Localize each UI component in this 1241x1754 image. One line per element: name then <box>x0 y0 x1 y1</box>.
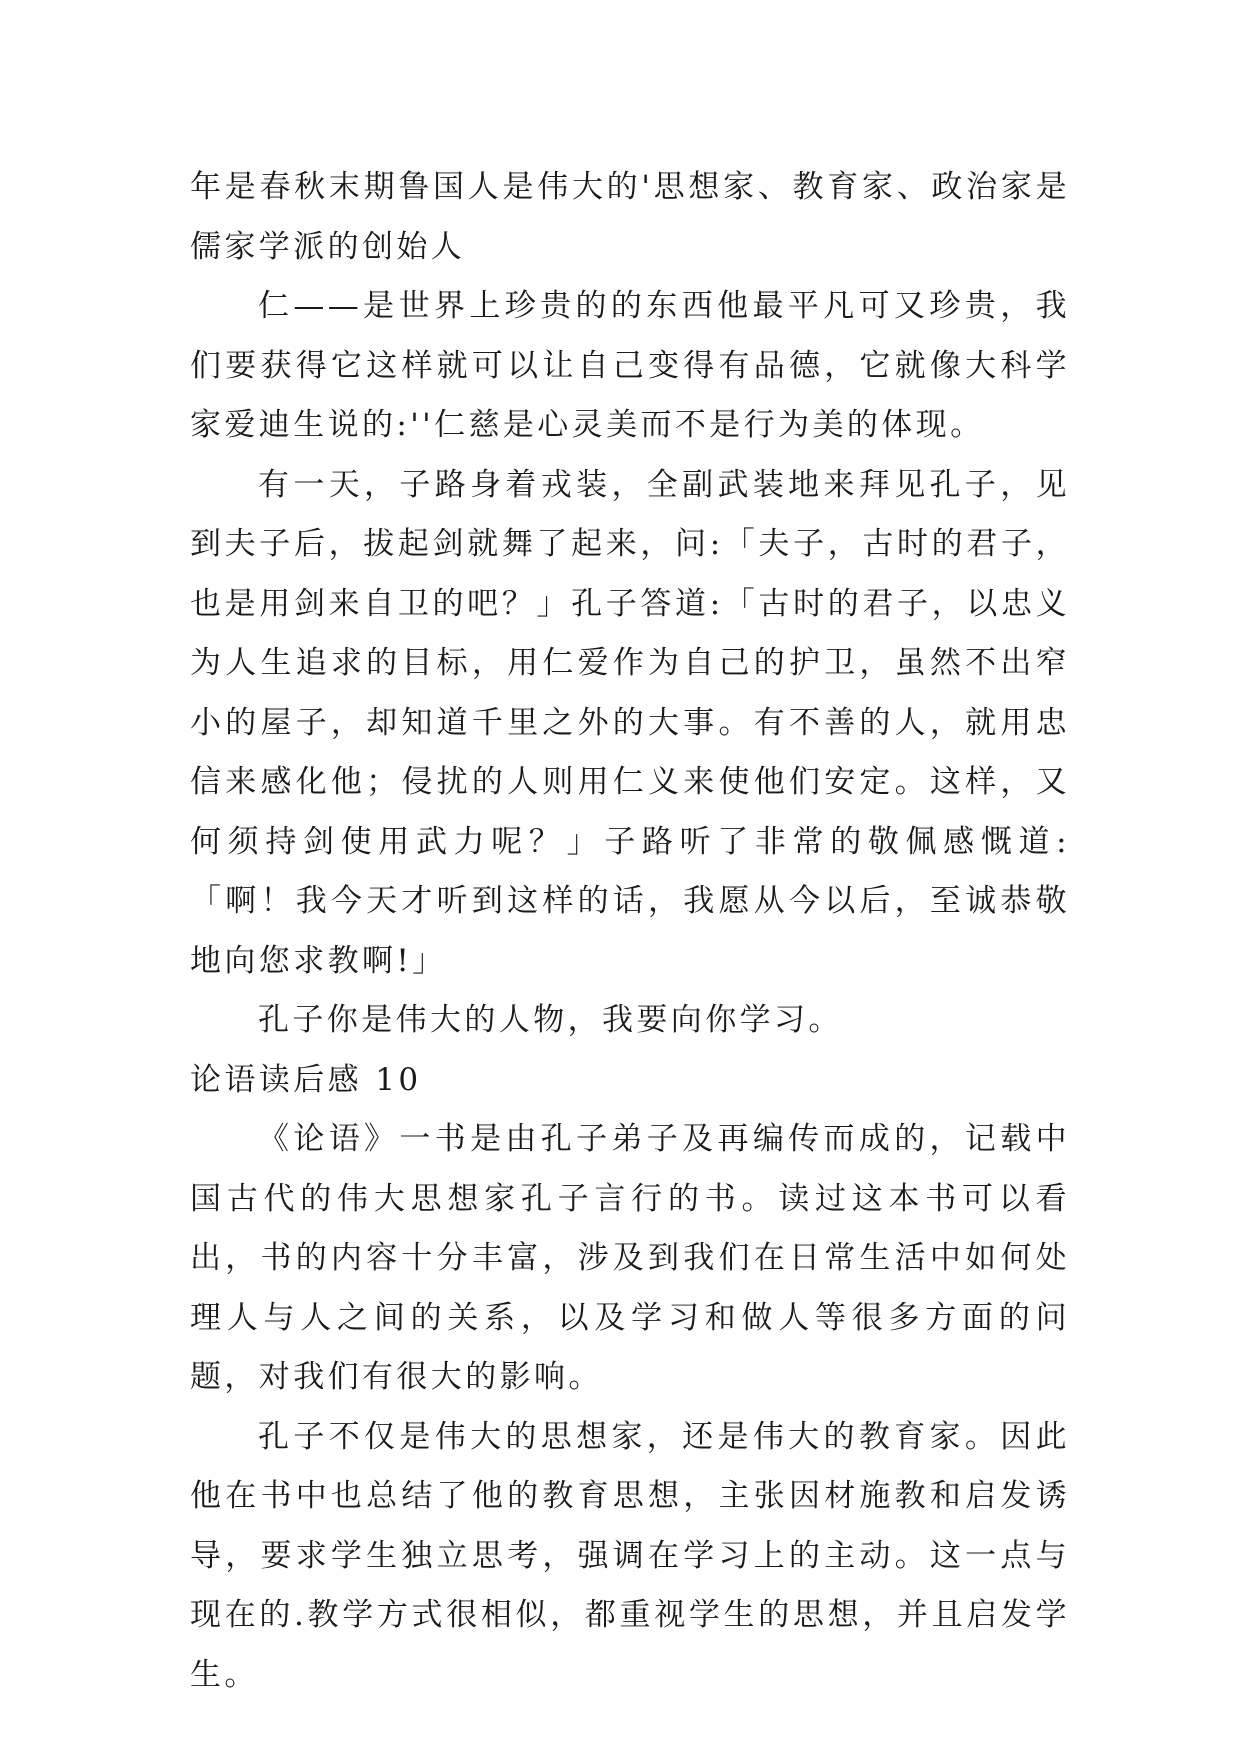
section-heading: 论语读后感 10 <box>190 1061 422 1098</box>
paragraph-intro: 年是春秋末期鲁国人是伟大的'思想家、教育家、政治家是儒家学派的创始人 <box>190 169 1070 265</box>
paragraph-ren: 仁——是世界上珍贵的的东西他最平凡可又珍贵，我们要获得它这样就可以让自己变得有品德，它就像大科学家爱迪生说的:''仁慈是心灵美而不是行为美的体现。 <box>190 288 1070 443</box>
document-body <box>190 158 1070 1705</box>
paragraph-zilu-story: 有一天，子路身着戎装，全副武装地来拜见孔子，见到夫子后，拔起剑就舞了起来，问:「夫子，古时的君子，也是用剑来自卫的吧？」孔子答道:「古时的君子，以忠义为人生追求的目标，用仁爱作为自己的护卫，虽然不出窄小的屋子，却知道千里之外的大事。有不善的人，就用忠信来感化他；侵扰的人则用仁义来使他们安定。这样，又何须持剑使用武力呢？」子路听了非常的敬佩感慨道:「啊！我今天才听到这样的话，我愿从今以后，至诚恭敬地向您求教啊!」 <box>190 466 1070 979</box>
paragraph-education: 孔子不仅是伟大的思想家，还是伟大的教育家。因此他在书中也总结了他的教育思想，主张因材施教和启发诱导，要求学生独立思考，强调在学习上的主动。这一点与现在的.教学方式很相似，都重视学生的思想，并且启发学生。 <box>190 1418 1070 1693</box>
paragraph-conclusion: 孔子你是伟大的人物，我要向你学习。 <box>258 1002 843 1038</box>
paragraph-lunyu-intro: 《论语》一书是由孔子弟子及再编传而成的，记载中国古代的伟大思想家孔子言行的书。读过这本书可以看出，书的内容十分丰富，涉及到我们在日常生活中如何处理人与人之间的关系，以及学习和做人等很多方面的问题，对我们有很大的影响。 <box>190 1121 1070 1395</box>
